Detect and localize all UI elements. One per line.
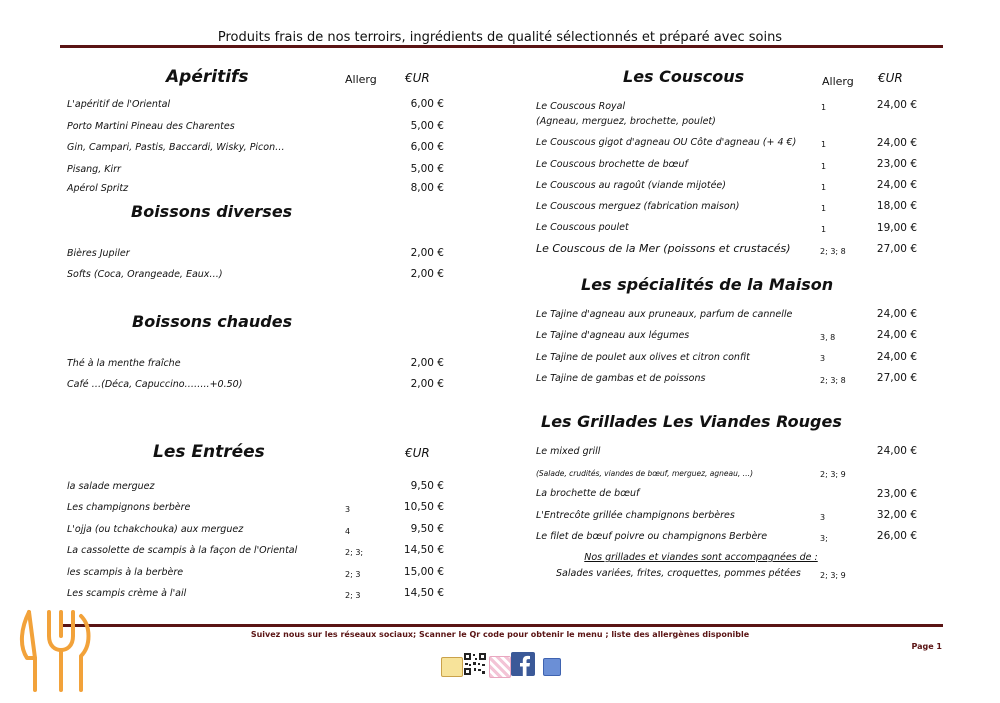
menu-item-price: 24,00 € xyxy=(876,99,917,111)
menu-item-name: Gin, Campari, Pastis, Baccardi, Wisky, Picon… xyxy=(67,142,285,153)
allerg-header: Allerg xyxy=(345,73,377,86)
menu-item-allergens: 3 xyxy=(345,505,351,514)
menu-item-name: L'apéritif de l'Oriental xyxy=(67,99,171,110)
menu-item-allergens: 2; 3 xyxy=(345,591,361,600)
menu-item-name: Le Tajine de gambas et de poissons xyxy=(536,373,706,384)
menu-item-price: 14,50 € xyxy=(403,587,444,599)
menu-item-name: Porto Martini Pineau des Charentes xyxy=(67,121,235,132)
menu-item-allergens: 1 xyxy=(821,103,827,112)
section-title-grillades: Les Grillades Les Viandes Rouges xyxy=(541,412,842,431)
menu-item-allergens: 1 xyxy=(821,183,827,192)
menu-item-name: Le Couscous au ragoût (viande mijotée) xyxy=(536,180,726,191)
menu-item-price: 23,00 € xyxy=(876,158,917,170)
menu-item-name: Le Couscous merguez (fabrication maison) xyxy=(536,201,740,212)
eur-header: €UR xyxy=(405,446,430,460)
allerg-header: Allerg xyxy=(822,75,854,88)
footer-text: Suivez nous sur les réseaux sociaux; Scanner le Qr code pour obtenir le menu ; liste des allergènes disponible xyxy=(250,630,750,639)
badge-icon[interactable] xyxy=(441,657,463,677)
menu-item-name: Café …(Déca, Capuccino……..+0.50) xyxy=(67,379,243,390)
menu-item-allergens: 2; 3; xyxy=(345,548,364,557)
menu-item-price: 10,50 € xyxy=(403,501,444,513)
menu-item-price: 24,00 € xyxy=(876,137,917,149)
menu-item-name: Les scampis crème à l'ail xyxy=(67,588,187,599)
menu-item-allergens: 1 xyxy=(821,225,827,234)
top-divider xyxy=(60,45,943,48)
menu-item-price: 23,00 € xyxy=(876,488,917,500)
menu-item-name: Le Tajine de poulet aux olives et citron confit xyxy=(536,352,750,363)
menu-item-price: 2,00 € xyxy=(410,268,444,280)
section-title-specialites: Les spécialités de la Maison xyxy=(581,275,834,294)
menu-item-allergens: 2; 3; 8 xyxy=(820,376,846,385)
menu-item-price: 9,50 € xyxy=(410,480,444,492)
menu-item-allergens: 3 xyxy=(820,354,826,363)
eur-header: €UR xyxy=(878,71,903,85)
menu-item-name: Le mixed grill xyxy=(536,446,601,457)
accompaniment-note-title: Nos grillades et viandes sont accompagnées de : xyxy=(584,552,818,563)
eur-header: €UR xyxy=(405,71,430,85)
menu-item-allergens: 2; 3; 8 xyxy=(820,247,846,256)
menu-item-name: Softs (Coca, Orangeade, Eaux…) xyxy=(67,269,223,280)
menu-item-price: 27,00 € xyxy=(876,372,917,384)
menu-item-price: 2,00 € xyxy=(410,378,444,390)
menu-item-price: 32,00 € xyxy=(876,509,917,521)
menu-item-price: 2,00 € xyxy=(410,247,444,259)
menu-item-price: 5,00 € xyxy=(410,120,444,132)
menu-item-name: L'Entrecôte grillée champignons berbères xyxy=(536,510,735,521)
menu-item-allergens: 1 xyxy=(821,204,827,213)
menu-item-price: 24,00 € xyxy=(876,308,917,320)
menu-item-description: (Salade, crudités, viandes de bœuf, merguez, agneau, …) xyxy=(536,469,754,478)
menu-item-allergens: 2; 3; 9 xyxy=(820,470,846,479)
menu-item-allergens: 2; 3; 9 xyxy=(820,571,846,580)
menu-item-name: Le Tajine d'agneau aux pruneaux, parfum de cannelle xyxy=(536,309,793,320)
menu-item-price: 24,00 € xyxy=(876,329,917,341)
menu-item-price: 26,00 € xyxy=(876,530,917,542)
menu-item-price: 15,00 € xyxy=(403,566,444,578)
menu-item-name: Le Couscous brochette de bœuf xyxy=(536,159,688,170)
menu-item-name: Les champignons berbère xyxy=(67,502,191,513)
menu-item-price: 14,50 € xyxy=(403,544,444,556)
section-title-couscous: Les Couscous xyxy=(623,67,745,86)
menu-item-name: La cassolette de scampis à la façon de l'Oriental xyxy=(67,545,298,556)
menu-item-name: La brochette de bœuf xyxy=(536,488,640,499)
menu-item-name: Apérol Spritz xyxy=(67,183,129,194)
section-title-aperitifs: Apéritifs xyxy=(166,67,249,87)
menu-item-price: 24,00 € xyxy=(876,445,917,457)
accompaniment-note: Salades variées, frites, croquettes, pommes pétées xyxy=(556,568,801,579)
menu-item-name: Thé à la menthe fraîche xyxy=(67,358,181,369)
menu-item-name: L'ojja (ou tchakchouka) aux merguez xyxy=(67,524,244,535)
restaurant-logo-icon xyxy=(15,606,95,694)
menu-item-allergens: 4 xyxy=(345,527,351,536)
menu-item-allergens: 2; 3 xyxy=(345,570,361,579)
menu-item-name: les scampis à la berbère xyxy=(67,567,184,578)
menu-item-name: Le Couscous gigot d'agneau OU Côte d'agneau (+ 4 €) xyxy=(536,137,797,148)
menu-item-name: Le Couscous Royal xyxy=(536,101,626,112)
section-title-boissons-chaudes: Boissons chaudes xyxy=(132,312,293,331)
section-title-entrees: Les Entrées xyxy=(153,442,265,462)
menu-item-price: 24,00 € xyxy=(876,179,917,191)
qr-code-icon[interactable] xyxy=(463,651,487,677)
menu-item-allergens: 3, 8 xyxy=(820,333,836,342)
menu-item-name: Le Tajine d'agneau aux légumes xyxy=(536,330,690,341)
menu-item-name: la salade merguez xyxy=(67,481,155,492)
menu-item-price: 5,00 € xyxy=(410,163,444,175)
pattern-icon[interactable] xyxy=(489,656,511,678)
menu-item-allergens: 1 xyxy=(821,162,827,171)
menu-item-name: Le Couscous de la Mer (poissons et crustacés) xyxy=(536,242,791,255)
facebook-icon[interactable] xyxy=(511,651,535,677)
bottom-divider xyxy=(60,624,943,627)
menu-item-name: Le filet de bœuf poivre ou champignons Berbère xyxy=(536,531,768,542)
page-number: Page 1 xyxy=(911,642,942,651)
menu-item-price: 6,00 € xyxy=(410,141,444,153)
tagline: Produits frais de nos terroirs, ingrédients de qualité sélectionnés et préparé avec soins xyxy=(217,30,783,45)
menu-item-price: 18,00 € xyxy=(876,200,917,212)
people-icon[interactable] xyxy=(543,658,561,676)
menu-item-price: 2,00 € xyxy=(410,357,444,369)
section-title-boissons-diverses: Boissons diverses xyxy=(131,202,293,221)
menu-item-name: Le Couscous poulet xyxy=(536,222,629,233)
menu-item-price: 19,00 € xyxy=(876,222,917,234)
menu-item-price: 24,00 € xyxy=(876,351,917,363)
menu-item-name: Bières Jupiler xyxy=(67,248,130,259)
menu-item-price: 8,00 € xyxy=(410,182,444,194)
menu-item-price: 27,00 € xyxy=(876,243,917,255)
menu-item-allergens: 1 xyxy=(821,140,827,149)
menu-item-name: Pisang, Kirr xyxy=(67,164,121,175)
menu-item-allergens: 3; xyxy=(820,534,828,543)
menu-item-allergens: 3 xyxy=(820,513,826,522)
menu-item-subtitle: (Agneau, merguez, brochette, poulet) xyxy=(536,116,716,127)
menu-item-price: 9,50 € xyxy=(410,523,444,535)
menu-item-price: 6,00 € xyxy=(410,98,444,110)
